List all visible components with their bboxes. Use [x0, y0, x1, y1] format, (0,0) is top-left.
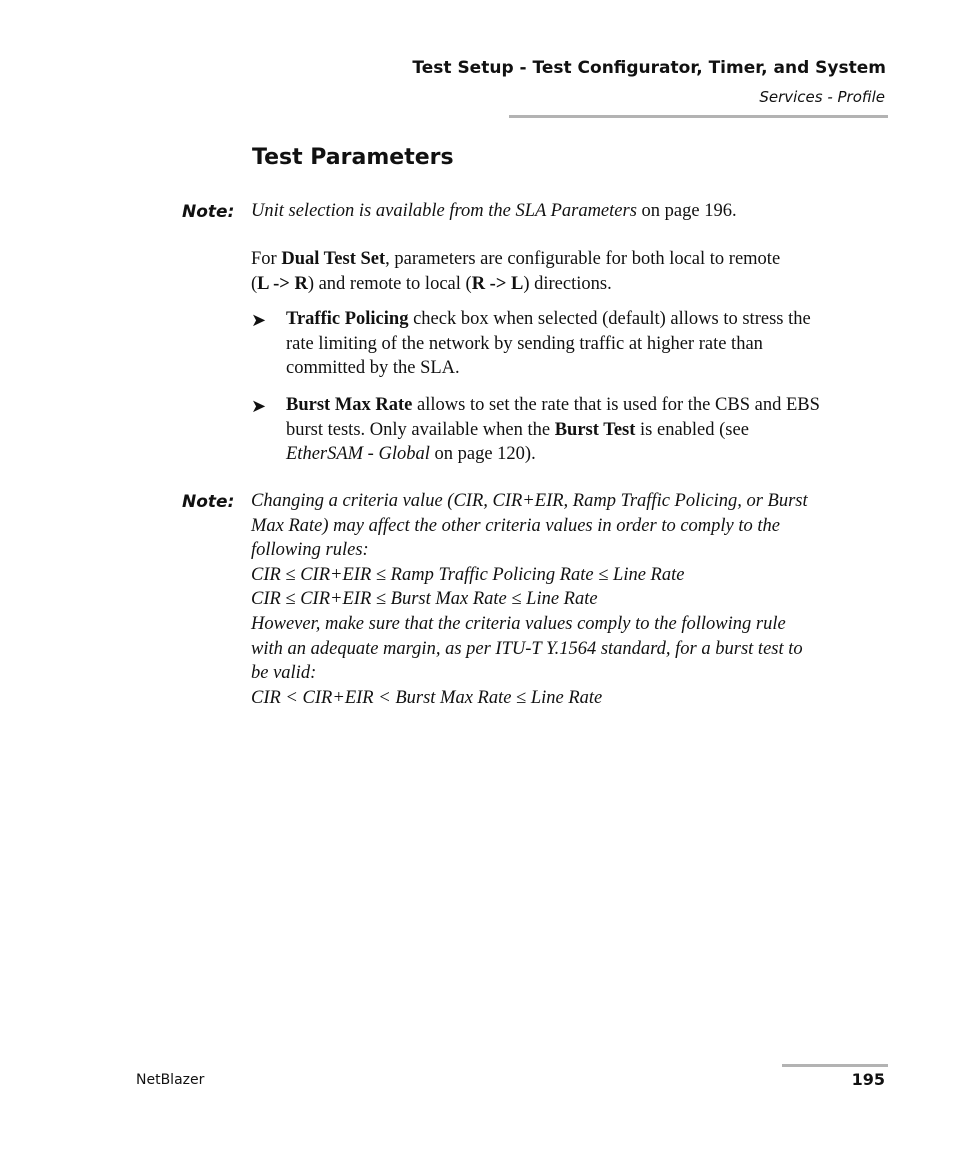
note-line: Changing a criteria value (CIR, CIR+EIR, Ramp Traffic Policing, or Burst [251, 491, 808, 511]
intro-bold-dual-test-set: Dual Test Set [281, 249, 386, 269]
bullet-text: is enabled (see [635, 419, 749, 440]
intro-paragraph [251, 247, 891, 296]
bullet-text: allows to set the rate that is used for the CBS and EBS [412, 395, 820, 415]
note-label: Note: [182, 202, 235, 222]
bullet-term: Traffic Policing [286, 309, 409, 329]
header-rule [509, 115, 888, 118]
note-line: However, make sure that the criteria values comply to the following rule [251, 613, 786, 634]
intro-text: ) directions. [523, 273, 612, 294]
bullet-item-traffic-policing [286, 307, 891, 381]
intro-bold-r-to-l: R -> L [471, 273, 524, 294]
bullet-text: check box when selected (default) allows to stress the [408, 309, 811, 329]
intro-text: ( [251, 273, 258, 294]
intro-text: For [251, 249, 282, 269]
running-header-subtitle: Services - Profile [759, 88, 885, 106]
note-rules-text [251, 489, 891, 710]
note-line: following rules: [251, 540, 369, 561]
note-text-plain: on page 196. [636, 201, 737, 221]
intro-text: , parameters are configurable for both local to remote [385, 249, 781, 269]
note-text [251, 199, 891, 224]
footer-product-name: NetBlazer [136, 1072, 205, 1088]
note-label: Note: [182, 492, 235, 512]
bullet-text: committed by the SLA. [286, 358, 460, 379]
section-title: Test Parameters [252, 145, 454, 170]
bullet-text: on page 120). [429, 444, 536, 465]
bullet-text: burst tests. Only available when the [286, 419, 555, 440]
bullet-term: Burst Test [554, 419, 636, 440]
intro-bold-l-to-r: L -> R [257, 273, 308, 294]
note-rule-line: CIR < CIR+EIR < Burst Max Rate ≤ Line Rate [251, 687, 603, 708]
note-line: with an adequate margin, as per ITU-T Y.1564 standard, for a burst test to [251, 638, 803, 659]
bullet-term: Burst Max Rate [286, 395, 413, 415]
footer-rule [782, 1064, 888, 1067]
note-rule-line: CIR ≤ CIR+EIR ≤ Ramp Traffic Policing Rate ≤ Line Rate [251, 564, 685, 585]
bullet-text: rate limiting of the network by sending traffic at higher rate than [286, 333, 763, 354]
intro-text: ) and remote to local ( [307, 273, 472, 294]
cross-reference: EtherSAM - Global [286, 444, 430, 465]
note-line: be valid: [251, 663, 317, 684]
note-line: Max Rate) may affect the other criteria values in order to comply to the [251, 515, 780, 536]
note-text-italic: Unit selection is available from the SLA Parameters [251, 201, 637, 221]
bullet-item-burst-max-rate [286, 393, 891, 467]
bullet-arrow-icon: ➤ [251, 396, 267, 416]
bullet-arrow-icon: ➤ [251, 310, 267, 330]
page-number: 195 [851, 1070, 885, 1089]
running-header-title: Test Setup - Test Configurator, Timer, and System [412, 58, 886, 78]
note-rule-line: CIR ≤ CIR+EIR ≤ Burst Max Rate ≤ Line Rate [251, 589, 598, 610]
